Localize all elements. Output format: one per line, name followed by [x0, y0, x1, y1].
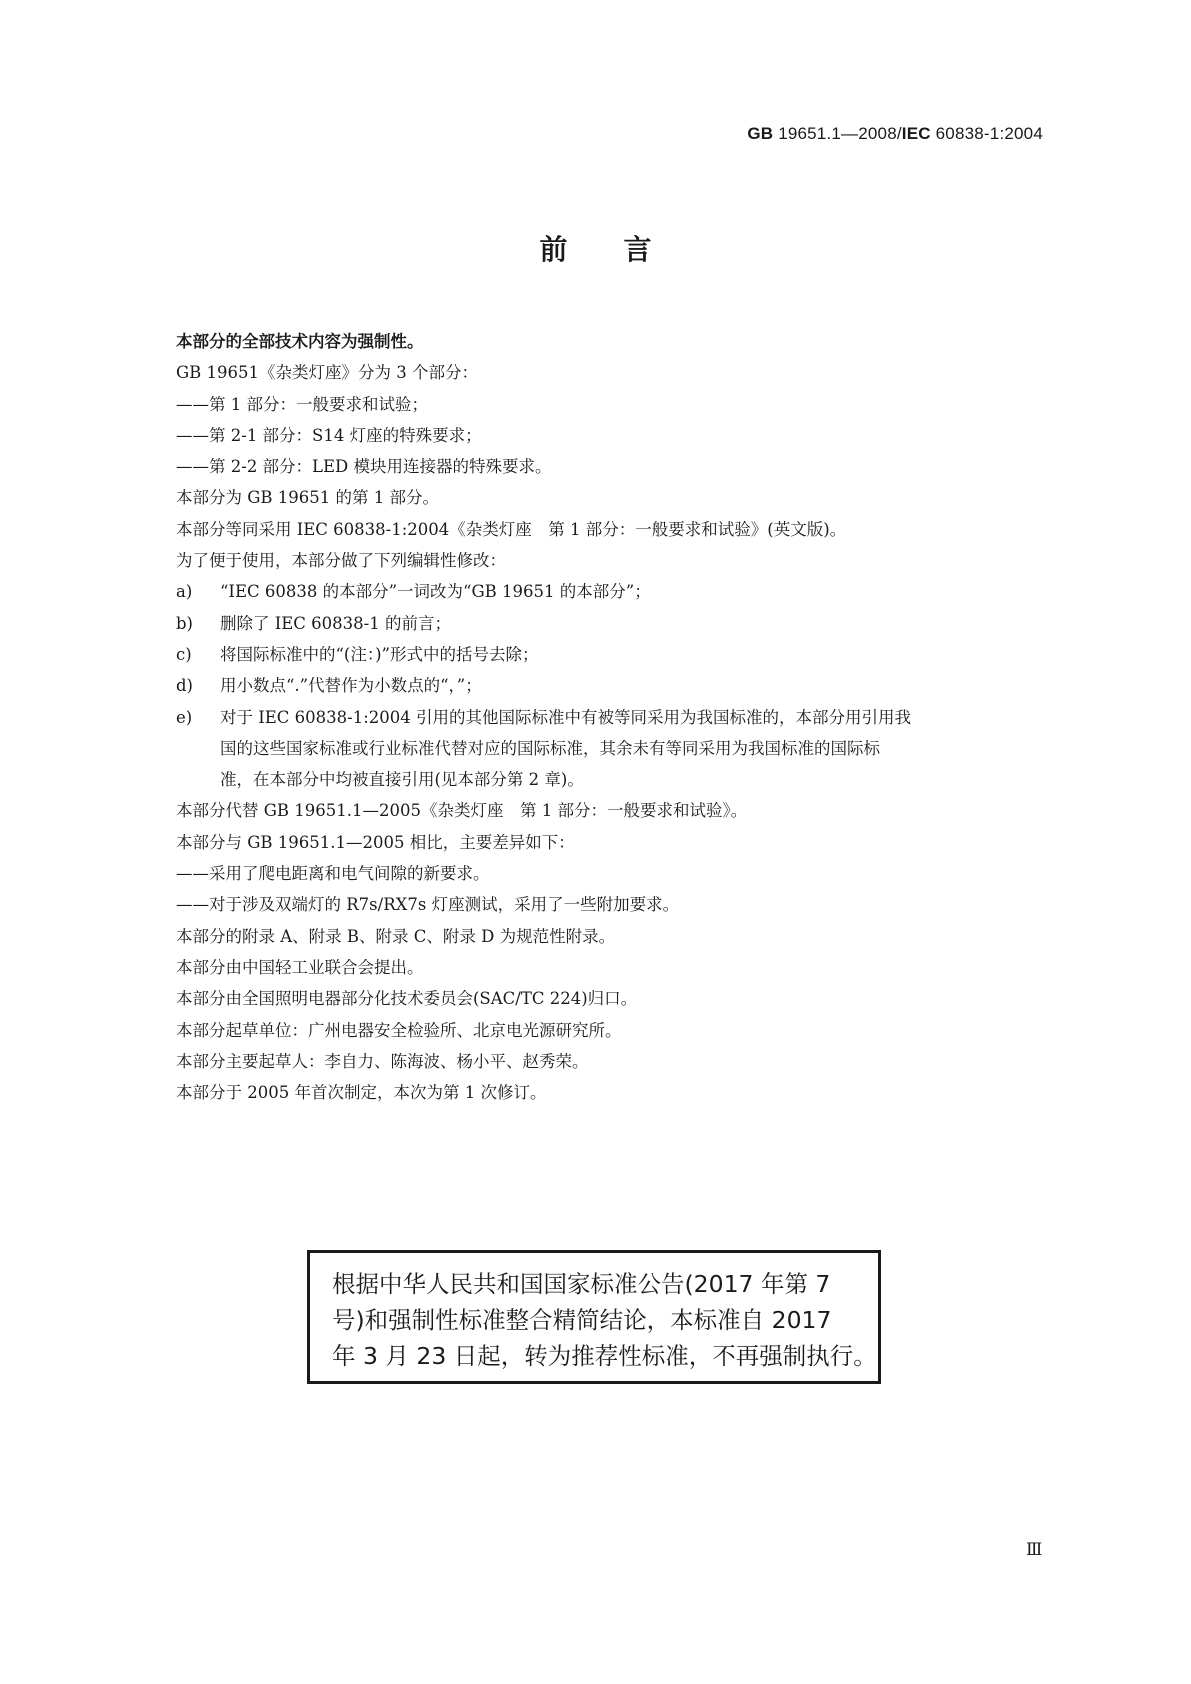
page-number: Ⅲ [1026, 1540, 1043, 1560]
list-item-text: “IEC 60838 的本部分”一词改为“GB 19651 的本部分”； [220, 582, 651, 602]
paragraph-parts-intro: GB 19651《杂类灯座》分为 3 个部分： [176, 363, 479, 383]
page-title: 前言 [539, 233, 708, 266]
paragraph-replaces: 本部分代替 GB 19651.1—2005《杂类灯座 第 1 部分：一般要求和试验》。 [176, 801, 748, 821]
iec-prefix: IEC [901, 124, 931, 143]
notice-line-1: 根据中华人民共和国国家标准公告(2017 年第 7 [332, 1270, 831, 1298]
list-item-text-line-3: 准，在本部分中均被直接引用(见本部分第 2 章)。 [220, 770, 584, 790]
difference-item-2: ——对于涉及双端灯的 R7s/RX7s 灯座测试，采用了一些附加要求。 [176, 895, 680, 915]
paragraph-equivalent: 本部分等同采用 IEC 60838-1:2004《杂类灯座 第 1 部分：一般要求和试验》(英文版)。 [176, 519, 847, 539]
status-notice-box [307, 1250, 881, 1384]
list-marker: d) [176, 676, 193, 696]
paragraph-differences-intro: 本部分与 GB 19651.1—2005 相比，主要差异如下： [176, 832, 575, 852]
part-2-2-item: ——第 2-2 部分：LED 模块用连接器的特殊要求。 [176, 457, 552, 477]
mandatory-statement: 本部分的全部技术内容为强制性。 [176, 332, 424, 351]
paragraph-revision-history: 本部分于 2005 年首次制定，本次为第 1 次修订。 [176, 1083, 547, 1103]
list-item-d [176, 670, 1076, 701]
standard-code-header [747, 124, 1043, 144]
notice-line-3: 年 3 月 23 日起，转为推荐性标准，不再强制执行。 [332, 1342, 877, 1370]
paragraph-centralized-by: 本部分由全国照明电器部分化技术委员会(SAC/TC 224)归口。 [176, 989, 638, 1009]
list-marker: b) [176, 613, 193, 633]
list-marker: e) [176, 707, 193, 727]
standard-number: 19651.1—2008/ [773, 124, 902, 143]
paragraph-proposed-by: 本部分由中国轻工业联合会提出。 [176, 957, 424, 977]
list-item-text: 将国际标准中的“(注：)”形式中的括号去除； [220, 644, 539, 664]
list-item-e [176, 702, 1076, 796]
list-marker: a) [176, 582, 193, 602]
list-item-c [176, 639, 1076, 670]
paragraph-this-part: 本部分为 GB 19651 的第 1 部分。 [176, 488, 440, 508]
list-item-b [176, 608, 1076, 639]
paragraph-edits-intro: 为了便于使用，本部分做了下列编辑性修改： [176, 551, 506, 571]
list-marker: c) [176, 644, 192, 664]
foreword-body [176, 326, 1076, 1108]
part-1-item: ——第 1 部分：一般要求和试验； [176, 394, 428, 414]
paragraph-drafters: 本部分主要起草人：李自力、陈海波、杨小平、赵秀荣。 [176, 1051, 589, 1071]
list-item-text: 用小数点“.”代替作为小数点的“，”； [220, 676, 482, 696]
list-item-a [176, 576, 1076, 607]
part-2-1-item: ——第 2-1 部分：S14 灯座的特殊要求； [176, 425, 482, 445]
notice-line-2: 号)和强制性标准整合精简结论，本标准自 2017 [332, 1306, 832, 1334]
list-item-text: 删除了 IEC 60838-1 的前言； [220, 613, 451, 633]
paragraph-drafting-units: 本部分起草单位：广州电器安全检验所、北京电光源研究所。 [176, 1020, 622, 1040]
difference-item-1: ——采用了爬电距离和电气间隙的新要求。 [176, 864, 490, 884]
paragraph-annexes: 本部分的附录 A、附录 B、附录 C、附录 D 为规范性附录。 [176, 926, 616, 946]
list-item-text-line-1: 对于 IEC 60838-1:2004 引用的其他国际标准中有被等同采用为我国标准的，本部分用引用我 [220, 707, 912, 727]
standard-prefix: GB [747, 124, 774, 143]
iec-number: 60838-1:2004 [930, 124, 1043, 143]
list-item-text-line-2: 国的这些国家标准或行业标准代替对应的国际标准，其余未有等同采用为我国标准的国际标 [220, 738, 880, 758]
